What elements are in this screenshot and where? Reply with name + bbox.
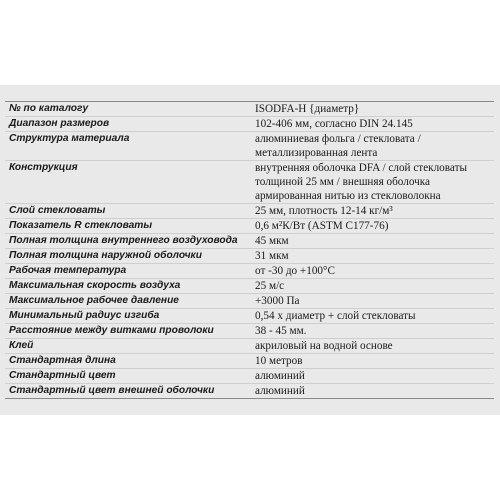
table-row (5, 264, 494, 279)
row-value: 25 м/с (251, 279, 494, 294)
row-value: ISODFA-H {диаметр} (251, 102, 494, 117)
table-row (5, 309, 494, 324)
table-row (5, 279, 494, 294)
row-label: Стандартный цвет (5, 369, 251, 384)
table-row (5, 219, 494, 234)
row-label: Максимальное рабочее давление (5, 294, 251, 309)
row-value: 0,6 м²К/Вт (ASTM C177-76) (251, 219, 494, 234)
row-label: Стандартная длина (5, 354, 251, 369)
table-row (5, 161, 494, 204)
row-value: 102-406 мм, согласно DIN 24.145 (251, 117, 494, 132)
table-row (5, 234, 494, 249)
row-value: алюминий (251, 384, 494, 399)
row-value: +3000 Па (251, 294, 494, 309)
row-value: внутренняя оболочка DFA / слой стекловаты толщиной 25 мм / внешняя оболочка армированная нитью из стекловолокна (251, 161, 494, 204)
row-label: Показатель R стекловаты (5, 219, 251, 234)
row-value: 25 мм, плотность 12-14 кг/м³ (251, 204, 494, 219)
row-value: 10 метров (251, 354, 494, 369)
row-value: 38 - 45 мм. (251, 324, 494, 339)
specification-table (5, 101, 494, 399)
row-label: Конструкция (5, 161, 251, 204)
table-row (5, 369, 494, 384)
row-label: Стандартный цвет внешней оболочки (5, 384, 251, 399)
table-row (5, 384, 494, 399)
row-label: Слой стекловаты (5, 204, 251, 219)
row-label: Структура материала (5, 132, 251, 161)
table-row (5, 294, 494, 309)
table-row (5, 204, 494, 219)
table-row (5, 249, 494, 264)
row-value: алюминиевая фольга / стекловата / металлизированная лента (251, 132, 494, 161)
row-value: 0,54 х диаметр + слой стекловаты (251, 309, 494, 324)
row-value: 31 мкм (251, 249, 494, 264)
row-label: Рабочая температура (5, 264, 251, 279)
table-row (5, 354, 494, 369)
table-row (5, 132, 494, 161)
row-label: Полная толщина наружной оболочки (5, 249, 251, 264)
row-label: Полная толщина внутреннего воздуховода (5, 234, 251, 249)
row-label: Клей (5, 339, 251, 354)
row-label: Расстояние между витками проволоки (5, 324, 251, 339)
row-value: алюминий (251, 369, 494, 384)
table-row (5, 102, 494, 117)
table-row (5, 117, 494, 132)
row-value: от -30 до +100°C (251, 264, 494, 279)
row-value: акриловый на водной основе (251, 339, 494, 354)
row-label: Диапазон размеров (5, 117, 251, 132)
row-label: Максимальная скорость воздуха (5, 279, 251, 294)
table-row (5, 324, 494, 339)
row-label: Минимальный радиус изгиба (5, 309, 251, 324)
row-value: 45 мкм (251, 234, 494, 249)
row-label: № по каталогу (5, 102, 251, 117)
table-row (5, 339, 494, 354)
